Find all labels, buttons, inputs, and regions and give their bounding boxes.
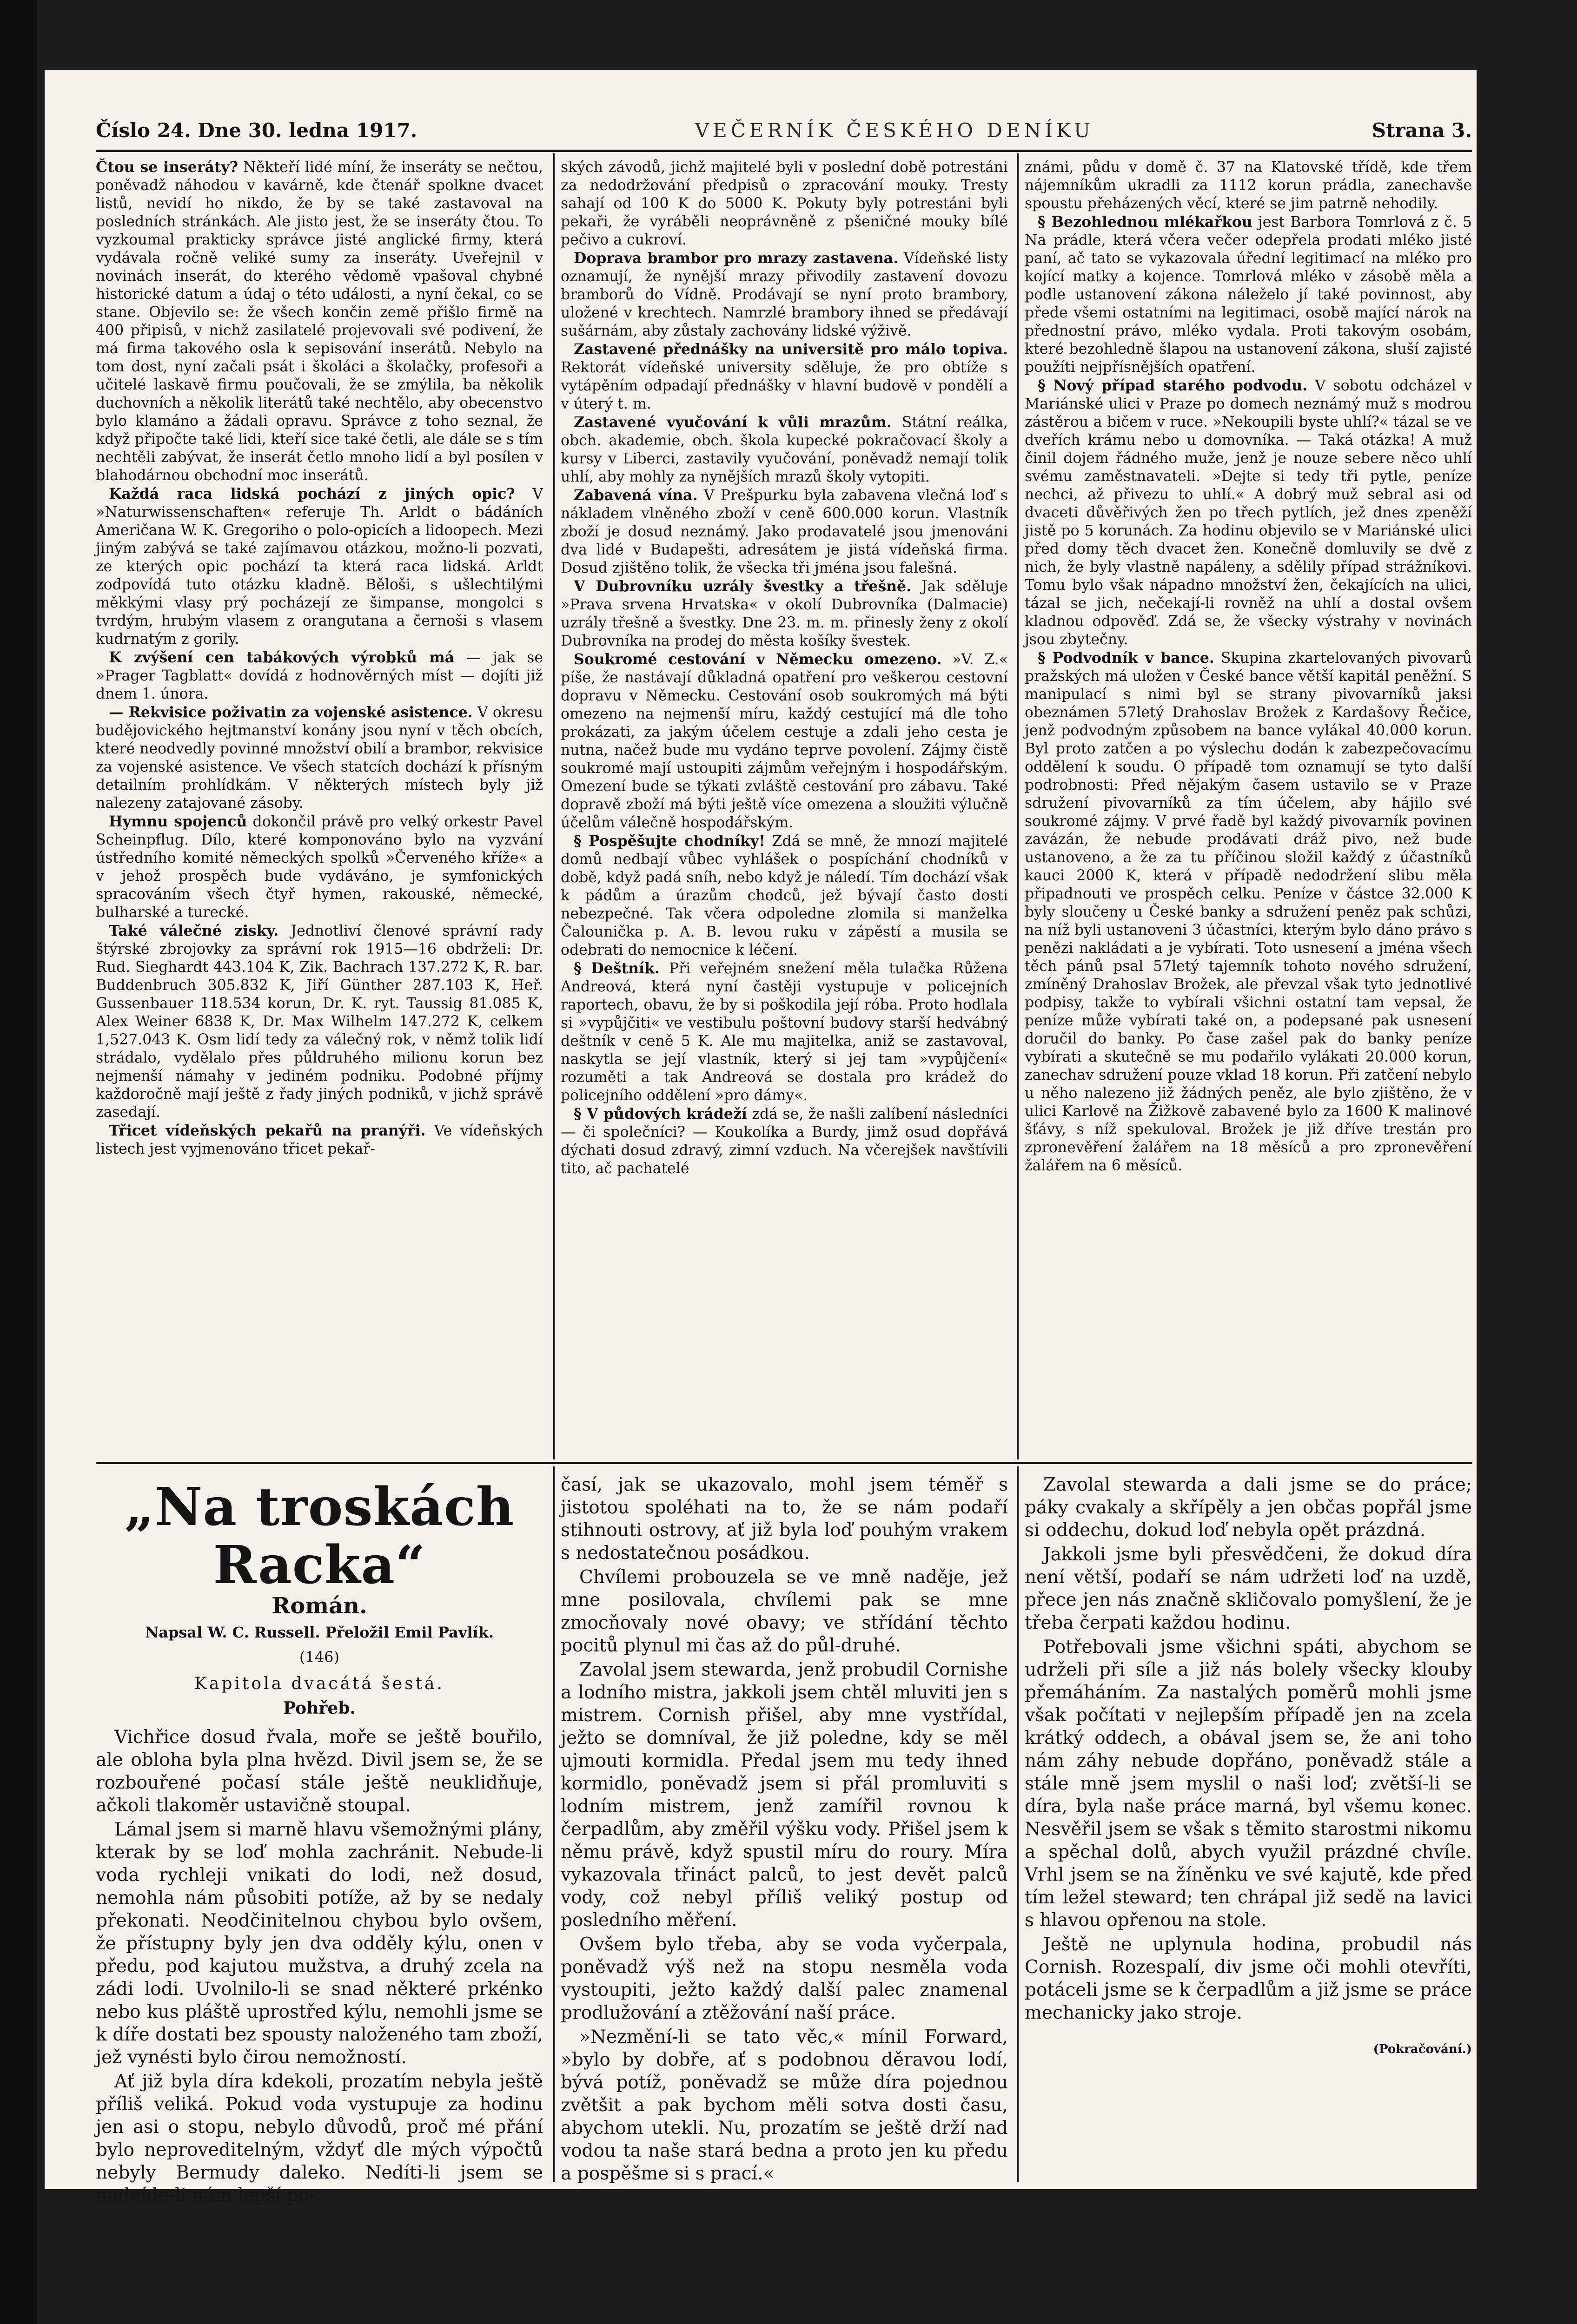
news-item: známi, půdu v domě č. 37 na Klatovské třídě, kde třem nájemníkům ukradli za 1112 korun prádla, zanechavše spoustu přeházených věcí, které se jim patrně nehodily. bbox=[1025, 159, 1472, 212]
news-item: Čtou se inseráty? Někteří lidé míní, že inseráty se nečtou, poněvadž náhodou v kavárně, kde čtenář spolkne dvacet listů, nevidí ho nikdo, že by se také zastavoval na posledních stránkách. Ale jisto jest, že se inseráty čtou. To vyzkoumal prakticky správce jisté anglické firmy, která vydávala ročně veliké sumy za inseráty. Uveřejnil v novinách inserát, do kterého vědomě vpašoval chybné historické datum a údaj o této události, a nyní čekal, co se stane. Objevilo se: že všech končin země přišlo firmě na 400 připisů, v nichž zasilatelé projevovali své podivení, že má firma takového osla k sepisování inserátů. Nebylo na tom dost, nyní začali psát i školáci a školačky, profesoři a učitelé laskavě firmu poučovali, že se zmýlila, ba několik duchovních a několik literátů také nechtělo, aby obecenstvo bylo klamáno a žádali opravu. Správce z toho seznal, že když připočte také lidi, kteří sice také četli, ale dále se s tím nechtěli zabývat, že inserát četlo mnoho lidí a byl posílen v blahodárnou obchodní moc inserátů. bbox=[96, 158, 543, 484]
serial-divider-1 bbox=[553, 1466, 555, 2182]
serial-paragraph: Vichřice dosud řvala, moře se ještě bouřilo, ale obloha byla plna hvězd. Divil jsem se, že se rozbouřené počasí stále ještě neuklidňuje, ačkoli tlakoměr ustavičně stoupal. bbox=[96, 1727, 543, 1816]
serial-title: „Na troskách Racka“ bbox=[124, 1477, 515, 1596]
issue-date: Číslo 24. Dne 30. ledna 1917. bbox=[96, 119, 417, 142]
news-item: § Deštník. Při veřejném snežení měla tulačka Růžena Andreová, která nyní častěji vystupuje v policejních raportech, obavu, že by si poškodila její róba. Proto hodlala si »vypůjčiti« ve vestibulu poštovní budovy starší hedvábný deštník v ceně 5 K. Ale mu majitelka, aniž se zastavoval, naskytla se její vlastník, který si jej tam »vypůjčení« rozuměti a tak Andreová se dostala pro krádež do policejního oddělení »pro dámy«. bbox=[561, 960, 1008, 1104]
serial-paragraph: Potřebovali jsme všichni spáti, abychom se udrželi při síle a již nás bolely všecky klouby přemáháním. Za nastalých poměrů mohli jsme však počítati v nejlepším případě jen na zcela krátký oddech, a obával jsem se, že ani toho nám záhy nebude dopřáno, poněvadž stále a stále mně jsem myslil o naši loď; zvětší-li se díra, byla naše práce marná, byl všemu konec. Nesvěřil jsem se však s těmito starostmi nikomu a spěchal dolů, abych využil prázdné chvíle. Vrhl jsem se na žíněnku ve své kajutě, kde před tím ležel steward; ten chrápal již sedě na lavici s hlavou opřenou na stole. bbox=[1025, 1637, 1472, 1931]
scan-edge bbox=[0, 0, 37, 2324]
feuilleton-rule bbox=[96, 1462, 1472, 1464]
serial-paragraph: Chvílemi probouzela se ve mně naděje, jež mne posilovala, chvílemi pak se mne zmocňovaly nové obavy; ve střídání těchto pocitů plynul mi čas až do půl-druhé. bbox=[561, 1567, 1008, 1656]
news-item: Třicet vídeňských pekařů na pranýři. Ve vídeňských listech jest vyjmenováno třicet pekař- bbox=[96, 1122, 543, 1157]
news-item: Také válečné zisky. Jednotliví členové správní rady štýrské zbrojovky za správní rok 1915—16 obdrželi: Dr. Rud. Sieghardt 443.104 K, Zik. Bachrach 137.272 K, R. bar. Buddenbruch 305.832 K, Jiří Günther 287.103 K, Heř. Gussenbauer 118.534 korun, Dr. K. ryt. Taussig 81.085 K, Alex Weiner 6838 K, Dr. Max Wilhelm 147.272 K, celkem 1,527.043 K. Osm lidí tedy za válečný rok, v němž tolik lidí strádalo, vydělalo přes půldruhého milionu korun bez nejmenší námahy v jediném podniku. Podobné příjmy každoročně mají ještě z řady jiných podniků, v jichž správě zasedají. bbox=[96, 922, 543, 1121]
serial-paragraph: časí, jak se ukazovalo, mohl jsem téměř s jistotou spoléhati na to, že se nám podaří stihnouti ostrovy, ať již byla loď pouhým vrakem s nedostatečnou posádkou. bbox=[561, 1474, 1008, 1564]
serial-paragraph: Zavolal jsem stewarda, jenž probudil Cornishe a lodního mistra, jakkoli jsem chtěl mluviti jen s mistrem. Cornish přišel, aby mne vystřídal, ježto se domníval, že již poledne, kdy se měl ujmouti kormidla. Předal jsem mu tedy ihned kormidlo, poněvadž jsem si přál promluviti s lodním mistrem, jenž zamířil rovnou k čerpadlům, aby změřil výšku vody. Přišel jsem k němu právě, když spustil míru do roury. Míra vykazovala třináct palců, to jest devět palců vody, což nebyl příliš veliký postup od posledního měření. bbox=[561, 1659, 1008, 1931]
serial-paragraph: Jakkoli jsme byli přesvědčeni, že dokud díra není větší, podaří se nám udržeti loď na uzdě, přece jen nás značně skličovalo pomyšlení, že je třeba čerpati každou hodinu. bbox=[1025, 1544, 1472, 1633]
serial-byline: Napsal W. C. Russell. Přeložil Emil Pavlík. bbox=[145, 1624, 494, 1641]
news-item: Zabavená vína. V Prešpurku byla zabavena vlečná loď s nákladem vlněného zboží v ceně 600.000 korun. Vlastník zboží je dosud neznámý. Jako prodavatelé jsou jmenováni dva lidé v Budapešti, adresátem je jistá vídeňská firma. Dosud zjištěno tolik, že všecka tři jména jsou falešná. bbox=[561, 487, 1008, 576]
news-column-2 bbox=[561, 158, 1008, 1455]
news-item: V Dubrovníku uzrály švestky a třešně. Jak sděluje »Prava srvena Hrvatska« v okolí Dubrovníka (Dalmacie) uzrály třešně a švestky. Dne 23. m. m. přinesly ženy z okolí Dubrovníka na prodej do města košíky švestek. bbox=[561, 578, 1008, 649]
serial-paragraph: Ať již byla díra kdekoli, prozatím nebyla ještě příliš veliká. Pokud voda vystupuje za hodinu jen asi o stopu, nebylo důvodů, proč mé přání bylo neproveditelným, vždyť dle mých výpočtů nebyly Bermudy daleko. Nedíti-li jsem se nadeíde-li nám lepší po- bbox=[96, 2071, 543, 2206]
serial-genre: Román. bbox=[272, 1593, 367, 1619]
serial-column-1 bbox=[96, 1473, 543, 2206]
column-divider-1 bbox=[553, 153, 555, 1459]
news-item: Hymnu spojenců dokončil právě pro velký orkestr Pavel Scheinpflug. Dílo, které komponováno bylo na vyzvání ústředního komité německých spolků »Červeného kříže« a v jehož prospěch bude vydáváno, je symfonických spracováním všech čtyř hymen, rakouské, německé, bulharské a turecké. bbox=[96, 813, 543, 921]
news-item: ských závodů, jichž majitelé byli v poslední době potrestáni za nedodržování předpisů o zpracování mouky. Tresty sahají od 100 K do 5000 K. Pokuty byly potrestáni byli pekaři, že vyráběli neoprávněně z pšeničné mouky bílé pečivo a cukroví. bbox=[561, 159, 1008, 248]
news-item: § Pospěšujte chodníky! Zdá se mně, že mnozí majitelé domů nedbají vůbec vyhlášek o pospíchání chodníků v době, když padá sníh, nebo když je náledí. Tím dochází však k pádům a úrazům chodců, jež bývají často dosti nebezpečné. Tak včera odpoledne zlomila si manželka Čalounička p. A. B. levou ruku v zápěstí a musila se odebrati do nemocnice k léčení. bbox=[561, 832, 1008, 958]
serial-paragraph: »Nezmění-li se tato věc,« mínil Forward, »bylo by dobře, ať s podobnou děravou lodí, bývá potíž, poněvadž se může díra pojednou zvětšit a pak bychom měli sotva dosti času, abychom utekli. Nu, prozatím se ještě drží nad vodou ta naše stará bedna a proto jen ku předu a pospěšme si s prací.« bbox=[561, 2027, 1008, 2184]
news-item: — Rekvisice poživatin za vojenské asistence. V okresu budějovického hejtmanství konány jsou nyní v těch obcích, které neodvedly povinné množství obilí a brambor, rekvisice za vojenské asistence. Ve všech statcích dochází k přísným detailním prohlídkám. V některých místech byly již nalezeny zatajované zásoby. bbox=[96, 704, 543, 812]
continued-note: (Pokračování.) bbox=[1373, 2042, 1472, 2056]
news-column-3 bbox=[1025, 158, 1472, 1455]
serial-chapter: Kapitola dvacátá šestá. bbox=[194, 1674, 444, 1693]
news-item: Soukromé cestování v Německu omezeno. »V. Z.« píše, že nastávají důkladná opatření pro veškerou cestovní dopravu v Německu. Cestování osob soukromých má býti omezeno na nejmenší míru, každý cestující má dle toho prokázati, za jakým účelem cestuje a zdali jeho cesta je nutna, načež bude mu vydáno teprve povolení. Zájmy čistě soukromé mají ustoupiti zájmům veřejným i hospodářským. Omezení bude se týkati zvláště cestování pro zábavu. Také dopravě zboží má býti ještě více omezena a sloužiti výlučně účelům válečně hospodářským. bbox=[561, 651, 1008, 831]
news-item: Každá raca lidská pochází z jiných opic? V »Naturwissenschaften« referuje Th. Arldt o bádáních Američana W. K. Gregoriho o polo-opicích a lidoopech. Mezi jiným zabývá se také zajímavou otázkou, možno-li pozvati, ze kterých opic pochází ta která raca lidská. Arldt zodpovídá tuto otázku kladně. Běloši, s ušlechtilými měkkými vlasy prý pocházejí ze šimpanse, mongolci s tvrdým, hrubým vlasem z orangutana a černoši s vlasem kudrnatým z gorily. bbox=[96, 485, 543, 647]
news-item: Zastavené přednášky na universitě pro málo topiva. Rektorát vídeňské university sděluje, že pro obtíže s vytápěním odpadají přednášky v hlavní budově v pondělí a v úterý t. m. bbox=[561, 341, 1008, 412]
column-divider-2 bbox=[1017, 153, 1019, 1459]
serial-column-2 bbox=[561, 1473, 1008, 2185]
news-item: § Bezohlednou mlékařkou jest Barbora Tomrlová z č. 5 Na prádle, která včera večer odepřela prodati mléko jisté paní, ač tato se vykazovala úřední legitimací na mléko pro kojící matky a kojence. Tomrlová mléko v zásobě měla a podle ustanovení zákona náleželo jí také povinnost, aby přede všemi ostatními na legitimaci, osobě mající nárok na přednostní právo, mléko vydala. Proti takovým osobám, které bezohledně šlapou na ustanovení zákona, sluší zajisté použíti nejpřísnějších opatření. bbox=[1025, 213, 1472, 376]
news-item: § V půdových krádeží zdá se, že našli zalíbení následníci — či společníci? — Koukolíka a Burdy, jimž osud dopřává dýchati dosud zdravý, zimní vzduch. Na včerejšek navštívili tito, ač pachatelé bbox=[561, 1105, 1008, 1177]
serial-paragraph: Ještě ne uplynula hodina, probudil nás Cornish. Rozespalí, div jsme oči mohli otevříti, potáceli jsme se k čerpadlům a již jsme se práce mechanicky jako stroje. bbox=[1025, 1934, 1472, 2023]
news-item: § Podvodník v bance. Skupina zkartelovaných pivovarů pražských má uložen v České bance větší kapitál peněžní. S manipulací s nimi byl se strany pivovarníků jaksi obeznámen 57letý Drahoslav Brožek z Kardašovy Řečice, jenž podvodným způsobem na bance vylákal 40.000 korun. Byl proto zatčen a po výslechu dodán k zabezpečovacímu oddělení k soudu. O případě tom oznamují se tyto další podrobnosti: Před nějakým časem ustavilo se v Praze sdružení pivovarníků za tím účelem, aby hájilo své soukromé zájmy. V prvé řadě byl každý pivovarník povinen zavázán, že nebude prodávati dráž pivo, než bude ustanoveno, a že za tu příčinou složil každý z účastníků kauci 2000 K, která v případě nedodržení slibu měla připadnouti ve prospěch celku. Peníze v částce 32.000 K byly sloučeny u České banky a sdružení peněz pak schůzi, na níž byli ustanoveni 3 účastníci, kterým bylo dáno právo s penězi nakládati a je vybírati. Toto usnesení a jména všech těch pánů psal 57letý tajemník tohoto nového sdružení, zmíněný Drahoslav Brožek, ale převzal však tyto jednotlivé podpisy, takže to vybírali všichni ostatní tam vepsal, že peníze může vybírati také on, a podepsané pak usnesení doručil do banky. Po čase zašel pak do banky peníze vybírati a skutečně se mu podařilo vylákati 20.000 korun, zanechav sdružení pouze vklad 18 korun. Při zatčení nebylo u něho nalezeno již žádných peněz, ale bylo zjištěno, že v ulici Karlově na Žižkově zabavené bylo za 1600 K malinové šťávy, s níž spekuloval. Brožek je již dříve trestán pro zpronevěření žalářem na 18 měsíců a pro zpronevěření žalářem na 6 měsíců. bbox=[1025, 649, 1472, 1174]
running-head bbox=[96, 114, 1472, 146]
news-item: Doprava brambor pro mrazy zastavena. Vídeňské listy oznamují, že nynější mrazy přivodily zastavení dovozu bramborů do Vídně. Prodávají se nyní proto brambory, uložené v krechtech. Namrzlé brambory ihned se předávají sušárnám, aby zůstaly zachovány lidské výživě. bbox=[561, 250, 1008, 339]
serial-body bbox=[96, 1726, 543, 2207]
news-item: Zastavené vyučování k vůli mrazům. Státní reálka, obch. akademie, obch. škola kupecké pokračovací školy a kursy v Liberci, zastavily vyučování, poněvadž nemají tolik uhlí, aby mohly za nynějších mrazů školy vytopiti. bbox=[561, 414, 1008, 485]
serial-column-3 bbox=[1025, 1473, 1472, 2185]
masthead: VEČERNÍK ČESKÉHO DENÍKU bbox=[695, 119, 1094, 142]
page-number: Strana 3. bbox=[1372, 119, 1472, 142]
news-column-1 bbox=[96, 158, 543, 1455]
serial-divider-2 bbox=[1017, 1466, 1019, 2182]
serial-paragraph: Ovšem bylo třeba, aby se voda vyčerpala, poněvadž výš než na stopu nesměla voda vystoupiti, ježto každý další palec znamenal prodlužování a ztěžování naší práce. bbox=[561, 1934, 1008, 2023]
news-item: K zvýšení cen tabákových výrobků má — jak se »Prager Tagblatt« dovídá z hodnověrných míst — dojíti již dnem 1. února. bbox=[96, 649, 543, 702]
news-item: § Nový případ starého podvodu. V sobotu odcházel v Mariánské ulici v Praze po domech neznámý muž s modrou zástěrou a bičem v ruce. »Nekoupili byste uhlí?« tázal se ve dveřích krámu nebo u domovníka. — Taká otázka! A muž činil dojem řádného muže, jenž je nouze sebere něco uhlí svému zaměstnavateli. »Dejte si tedy tři pytle, peníze nechci, až přivezu to uhlí.« A dobrý muž sebral asi od dvaceti důvěřivých žen po třech pytlích, jež dnes zpeněží jistě po 5 korunách. Za hodinu objevilo se v Mariánské ulici před domy těch dvacet žen. Konečně domluvily se dvě z nich, že byly vlastně napáleny, a sdělily případ strážníkovi. Tomu bylo však nápadno množství žen, čekajících na ulici, tázal se jich, nečekají-li rovněž na uhlí a dostal ovšem kladnou odpověď. Zdá se, že všecky výstrahy v novinách jsou zbytečny. bbox=[1025, 377, 1472, 648]
serial-paragraph: Lámal jsem si marně hlavu všemožnými plány, kterak by se loď mohla zachránit. Nebude-li voda rychleji vnikati do lodi, než dosud, nemohla nám působiti potíže, až by se nedaly překonati. Neodčinitelnou chybou bylo ovšem, že přístupny byly jen dva odděly kýlu, onen v předu, pod kajutou mužstva, a druhý zcela na zádi lodi. Uvolnilo-li se snad některé prkénko nebo kus pláště uprostřed kýlu, nemohli jsme se k díře dostati bez spousty naloženého tam zboží, jež vynésti bylo čirou nemožností. bbox=[96, 1819, 543, 2068]
serial-subtitle: Pohřeb. bbox=[283, 1698, 356, 1718]
newspaper-page bbox=[45, 70, 1477, 2206]
serial-installment: (146) bbox=[299, 1648, 340, 1666]
serial-paragraph: Zavolal stewarda a dali jsme se do práce; páky cvakaly a skřípěly a jen občas popřál jsme si oddechu, dokud loď nebyla opět prázdná. bbox=[1025, 1474, 1472, 1541]
header-rule bbox=[96, 150, 1472, 152]
